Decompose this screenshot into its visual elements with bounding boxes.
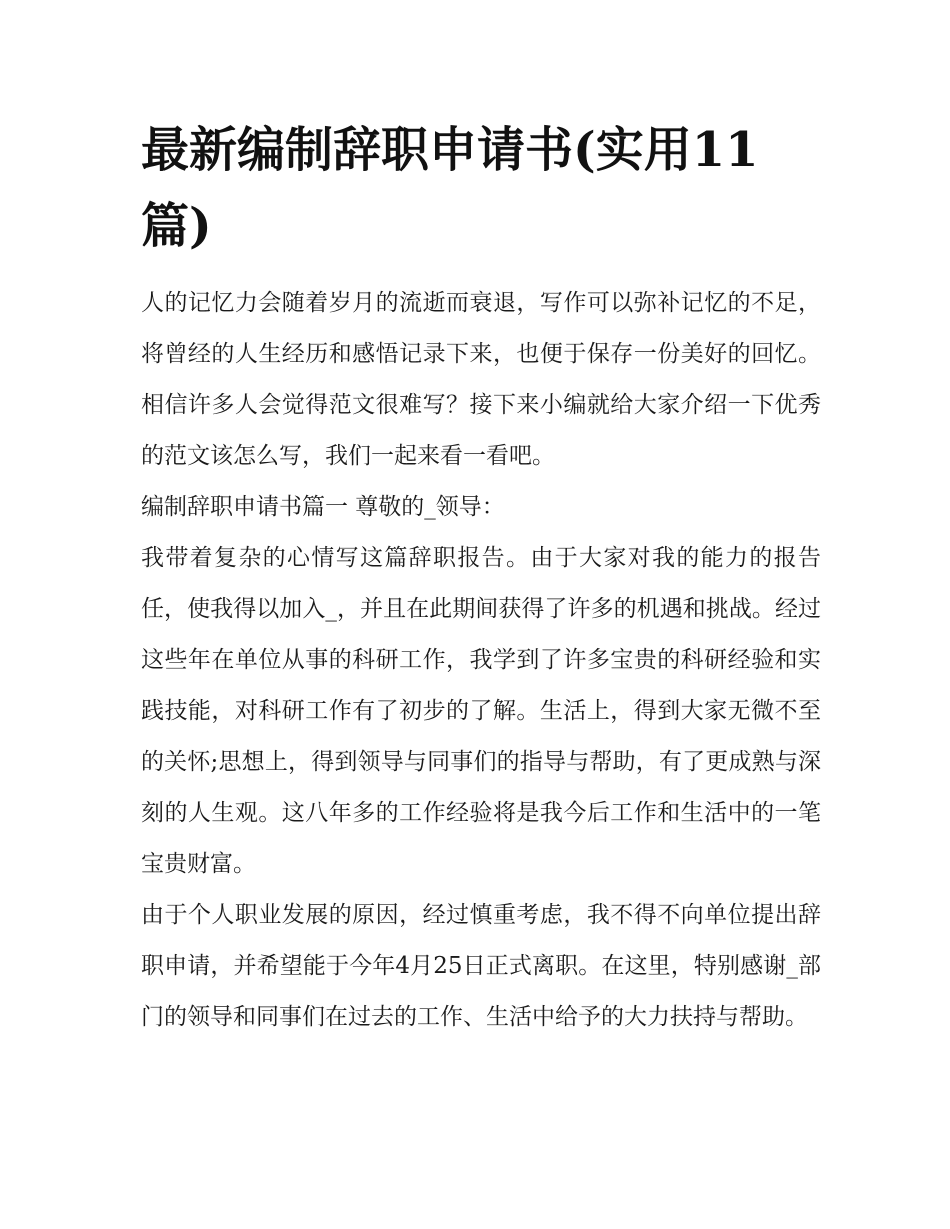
section-heading: 编制辞职申请书篇一 尊敬的_领导： (141, 494, 505, 520)
body-paragraph: 我带着复杂的心情写这篇辞职报告。由于大家对我的能力的报告任，使我得以加入_，并且在此期间获得了许多的机遇和挑战。经过这些年在单位从事的科研工作，我学到了许多宝贵的科研经验和实践技能，对科研工作有了初步的了解。生活上，得到大家无微不至的关怀;思想上，得到领导与同事们的指导与帮助，有了更成熟与深刻的人生观。这八年多的工作经验将是我今后工作和生活中的一笔宝贵财富。 (141, 545, 821, 877)
intro-paragraph: 人的记忆力会随着岁月的流逝而衰退，写作可以弥补记忆的不足，将曾经的人生经历和感悟记录下来，也便于保存一份美好的回忆。相信许多人会觉得范文很难写？接下来小编就给大家介绍一下优秀的范文该怎么写，我们一起来看一看吧。 (141, 290, 821, 469)
document-title: 最新编制辞职申请书(实用11篇) (141, 122, 759, 254)
document-body (141, 278, 821, 1043)
body-paragraph: 由于个人职业发展的原因，经过慎重考虑，我不得不向单位提出辞职申请，并希望能于今年4月25日正式离职。在这里，特别感谢_部门的领导和同事们在过去的工作、生活中给予的大力扶持与帮助。 (141, 902, 821, 1030)
